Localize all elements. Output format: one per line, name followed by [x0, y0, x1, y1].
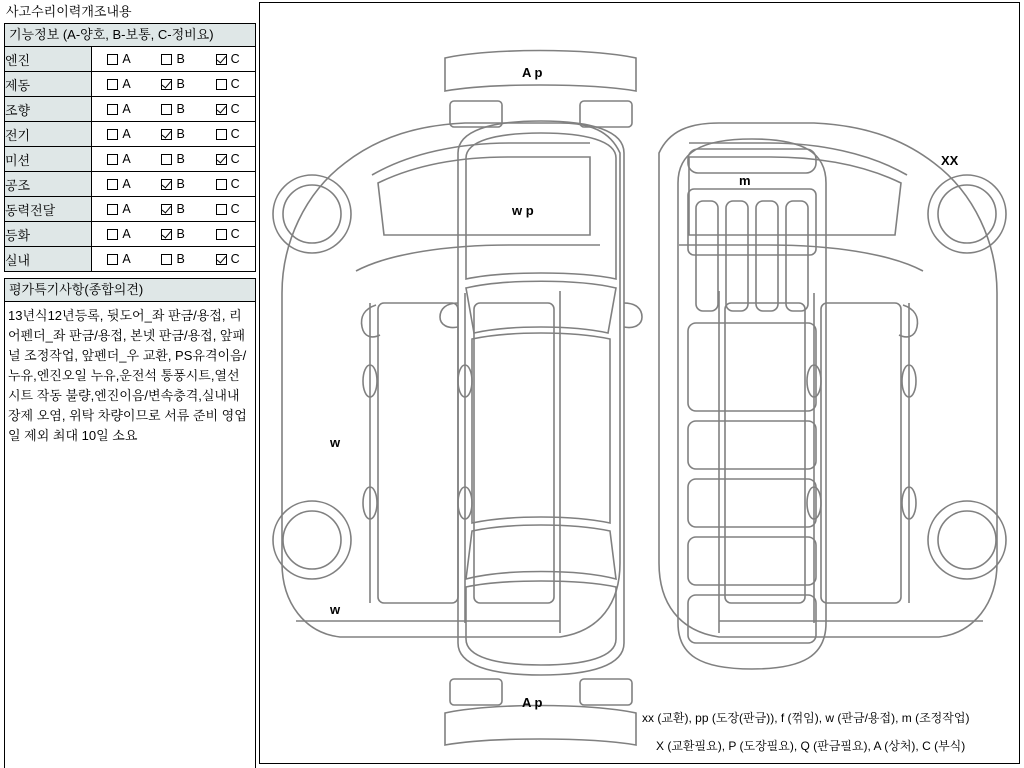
option-c[interactable] — [216, 202, 240, 216]
checkbox-b[interactable] — [161, 104, 172, 115]
checkbox-a[interactable] — [107, 154, 118, 165]
checkbox-b[interactable] — [161, 129, 172, 140]
option-b[interactable] — [161, 177, 184, 191]
option-a[interactable] — [107, 252, 130, 266]
function-name: 조향 — [5, 97, 92, 122]
checkbox-a[interactable] — [107, 79, 118, 90]
checkbox-a[interactable] — [107, 204, 118, 215]
checkbox-c[interactable] — [216, 54, 227, 65]
function-options — [92, 72, 256, 97]
checkbox-b[interactable] — [161, 79, 172, 90]
function-name: 실내 — [5, 247, 92, 272]
checkbox-c[interactable] — [216, 129, 227, 140]
option-label-a: A — [122, 252, 131, 266]
option-label-b: B — [176, 127, 185, 141]
checkbox-a[interactable] — [107, 54, 118, 65]
option-label-a: A — [122, 77, 131, 91]
opinion-header: 평가특기사항(종합의견) — [4, 278, 256, 302]
option-label-b: B — [176, 52, 185, 66]
option-a[interactable] — [107, 77, 130, 91]
checkbox-c[interactable] — [216, 229, 227, 240]
left-panel — [4, 2, 256, 764]
option-b[interactable] — [161, 77, 184, 91]
option-a[interactable] — [107, 102, 130, 116]
accident-history-title: 사고수리이력개조내용 — [6, 4, 132, 19]
function-info-header: 기능정보 (A-양호, B-보통, C-정비요) — [4, 23, 256, 47]
table-row — [5, 147, 256, 172]
option-b[interactable] — [161, 52, 184, 66]
function-options — [92, 197, 256, 222]
option-label-c: C — [230, 177, 240, 191]
function-options — [92, 47, 256, 72]
function-options — [92, 247, 256, 272]
option-label-c: C — [230, 127, 240, 141]
option-a[interactable] — [107, 227, 130, 241]
option-label-a: A — [122, 52, 131, 66]
vehicle-diagram-panel — [259, 2, 1020, 764]
damage-mark: m — [739, 173, 751, 188]
option-label-b: B — [176, 102, 185, 116]
checkbox-c[interactable] — [216, 204, 227, 215]
checkbox-a[interactable] — [107, 229, 118, 240]
option-b[interactable] — [161, 152, 184, 166]
option-c[interactable] — [216, 77, 240, 91]
option-c[interactable] — [216, 252, 240, 266]
option-label-b: B — [176, 152, 185, 166]
option-b[interactable] — [161, 202, 184, 216]
checkbox-c[interactable] — [216, 179, 227, 190]
opinion-text: 13년식12년등록, 뒷도어_좌 판금/용접, 리어펜더_좌 판금/용접, 본넷 판금/용접, 앞패널 조정작업, 앞펜더_우 교환, PS유격이음/누유,엔진오일 누유,운전석 통풍시트,열선시트 작동 불량,엔진이음/변속충격,실내내장제 오염, 위탁 차량이므로 서류 준비 영업일 제외 최대 10일 소요 — [4, 302, 256, 768]
damage-mark: A p — [522, 65, 543, 80]
table-row — [5, 247, 256, 272]
option-label-a: A — [122, 202, 131, 216]
checkbox-b[interactable] — [161, 154, 172, 165]
option-b[interactable] — [161, 127, 184, 141]
checkbox-a[interactable] — [107, 129, 118, 140]
option-label-a: A — [122, 152, 131, 166]
checkbox-c[interactable] — [216, 154, 227, 165]
legend-line-1: xx (교환), pp (도장(판금)), f (꺾임), w (판금/용접), m (조정작업) — [642, 711, 970, 725]
checkbox-c[interactable] — [216, 79, 227, 90]
function-options — [92, 122, 256, 147]
option-label-c: C — [230, 227, 240, 241]
table-row — [5, 47, 256, 72]
legend-line-2: X (교환필요), P (도장필요), Q (판금필요), A (상처), C (부식) — [656, 739, 966, 753]
option-label-c: C — [230, 102, 240, 116]
option-label-b: B — [176, 252, 185, 266]
table-row — [5, 72, 256, 97]
function-name: 엔진 — [5, 47, 92, 72]
option-a[interactable] — [107, 177, 130, 191]
checkbox-a[interactable] — [107, 104, 118, 115]
option-c[interactable] — [216, 127, 240, 141]
function-info-table — [4, 46, 256, 272]
checkbox-b[interactable] — [161, 204, 172, 215]
function-options — [92, 147, 256, 172]
option-c[interactable] — [216, 227, 240, 241]
function-options — [92, 222, 256, 247]
option-a[interactable] — [107, 127, 130, 141]
checkbox-a[interactable] — [107, 254, 118, 265]
option-label-c: C — [230, 52, 240, 66]
option-label-b: B — [176, 177, 185, 191]
table-row — [5, 122, 256, 147]
option-a[interactable] — [107, 152, 130, 166]
option-c[interactable] — [216, 102, 240, 116]
checkbox-c[interactable] — [216, 104, 227, 115]
vehicle-diagram — [260, 3, 1019, 763]
function-name: 등화 — [5, 222, 92, 247]
table-row — [5, 172, 256, 197]
checkbox-b[interactable] — [161, 179, 172, 190]
option-a[interactable] — [107, 202, 130, 216]
function-name: 공조 — [5, 172, 92, 197]
option-label-a: A — [122, 227, 131, 241]
function-options — [92, 172, 256, 197]
option-label-a: A — [122, 127, 131, 141]
checkbox-b[interactable] — [161, 254, 172, 265]
option-a[interactable] — [107, 52, 130, 66]
option-label-c: C — [230, 152, 240, 166]
function-options — [92, 97, 256, 122]
option-label-b: B — [176, 202, 185, 216]
table-row — [5, 197, 256, 222]
option-c[interactable] — [216, 177, 240, 191]
damage-mark: XX — [941, 153, 959, 168]
option-label-c: C — [230, 202, 240, 216]
function-name: 미션 — [5, 147, 92, 172]
option-b[interactable] — [161, 252, 184, 266]
option-b[interactable] — [161, 227, 184, 241]
option-label-a: A — [122, 177, 131, 191]
damage-mark: w — [330, 602, 341, 617]
option-label-c: C — [230, 77, 240, 91]
checkbox-b[interactable] — [161, 54, 172, 65]
option-c[interactable] — [216, 152, 240, 166]
option-c[interactable] — [216, 52, 240, 66]
damage-mark: A p — [522, 695, 543, 710]
checkbox-a[interactable] — [107, 179, 118, 190]
damage-mark: w — [330, 435, 341, 450]
option-label-b: B — [176, 227, 185, 241]
option-label-c: C — [230, 252, 240, 266]
option-b[interactable] — [161, 102, 184, 116]
function-name: 동력전달 — [5, 197, 92, 222]
checkbox-c[interactable] — [216, 254, 227, 265]
table-row — [5, 222, 256, 247]
option-label-b: B — [176, 77, 185, 91]
damage-mark: w p — [512, 203, 534, 218]
table-row — [5, 97, 256, 122]
function-name: 제동 — [5, 72, 92, 97]
option-label-a: A — [122, 102, 131, 116]
function-name: 전기 — [5, 122, 92, 147]
checkbox-b[interactable] — [161, 229, 172, 240]
